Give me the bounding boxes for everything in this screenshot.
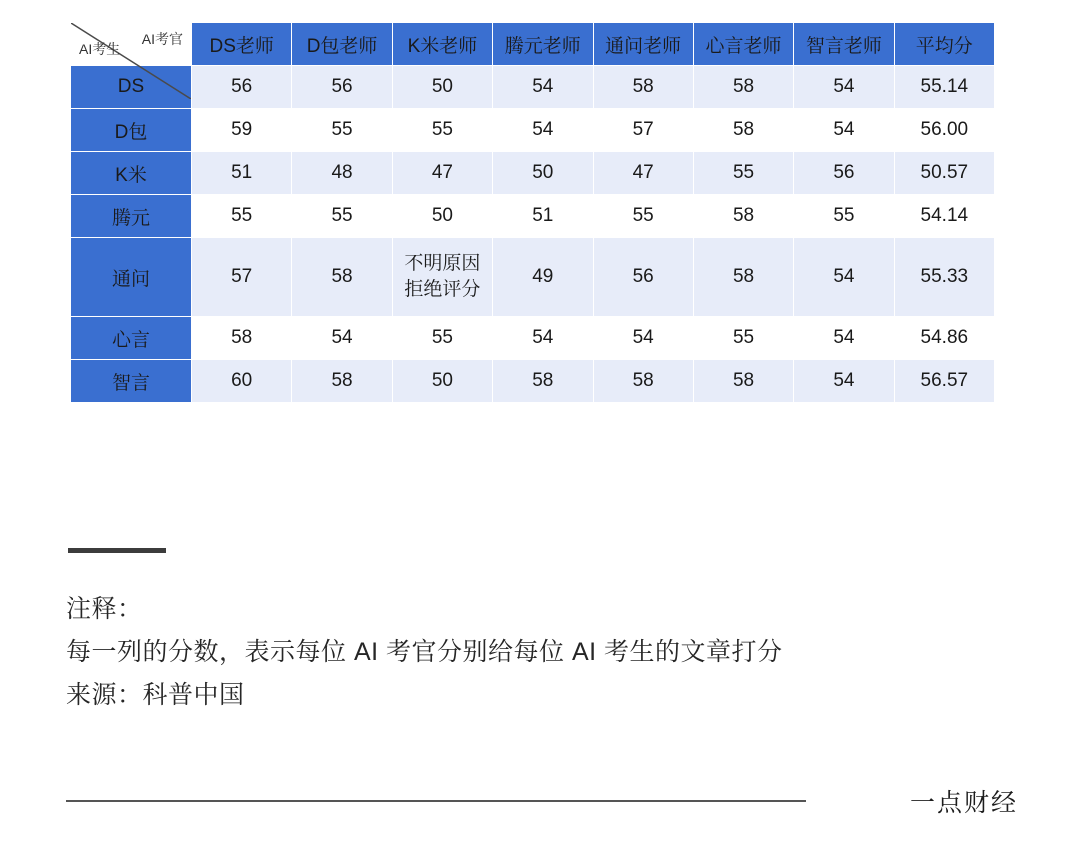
row-header-dbao: D包 (71, 109, 192, 152)
column-header-ds: DS老师 (192, 23, 292, 66)
cell-dbao-xinyan: 58 (693, 109, 793, 152)
cell-ds-tengyuan: 54 (493, 66, 593, 109)
table-row (71, 238, 995, 317)
cell-ds-dbao: 56 (292, 66, 392, 109)
cell-ds-zhiyan: 54 (794, 66, 894, 109)
notes-line-1: 每一列的分数，表示每位 AI 考官分别给每位 AI 考生的文章打分 (66, 638, 783, 666)
row-header-ds: DS (71, 66, 192, 109)
column-header-kmi: K米老师 (392, 23, 492, 66)
cell-dbao-tongwen: 57 (593, 109, 693, 152)
cell-zhiyan-tongwen: 58 (593, 360, 693, 403)
cell-tengyuan-tengyuan: 51 (493, 195, 593, 238)
cell-ds-ds: 56 (192, 66, 292, 109)
cell-dbao-tengyuan: 54 (493, 109, 593, 152)
corner-row-label: AI考生 (79, 41, 121, 57)
cell-kmi-average: 50.57 (894, 152, 994, 195)
notes-block (66, 588, 1016, 717)
corner-column-label: AI考官 (141, 31, 183, 47)
cell-kmi-tongwen: 47 (593, 152, 693, 195)
row-header-tengyuan: 腾元 (71, 195, 192, 238)
cell-kmi-dbao: 48 (292, 152, 392, 195)
table-row (71, 360, 995, 403)
cell-xinyan-tengyuan: 54 (493, 317, 593, 360)
table-row (71, 66, 995, 109)
cell-tengyuan-zhiyan: 55 (794, 195, 894, 238)
cell-tengyuan-tongwen: 55 (593, 195, 693, 238)
score-table (70, 22, 995, 403)
cell-xinyan-zhiyan: 54 (794, 317, 894, 360)
cell-tongwen-average: 55.33 (894, 238, 994, 317)
cell-ds-average: 55.14 (894, 66, 994, 109)
cell-zhiyan-xinyan: 58 (693, 360, 793, 403)
cell-zhiyan-average: 56.57 (894, 360, 994, 403)
cell-dbao-dbao: 55 (292, 109, 392, 152)
row-header-kmi: K米 (71, 152, 192, 195)
cell-dbao-average: 56.00 (894, 109, 994, 152)
cell-kmi-kmi: 47 (392, 152, 492, 195)
cell-dbao-kmi: 55 (392, 109, 492, 152)
cell-kmi-zhiyan: 56 (794, 152, 894, 195)
cell-ds-kmi: 50 (392, 66, 492, 109)
cell-tengyuan-dbao: 55 (292, 195, 392, 238)
column-header-tengyuan: 腾元老师 (493, 23, 593, 66)
column-header-xinyan: 心言老师 (693, 23, 793, 66)
table-header (71, 23, 995, 66)
cell-xinyan-xinyan: 55 (693, 317, 793, 360)
cell-kmi-ds: 51 (192, 152, 292, 195)
cell-zhiyan-kmi: 50 (392, 360, 492, 403)
cell-ds-tongwen: 58 (593, 66, 693, 109)
column-header-tongwen: 通问老师 (593, 23, 693, 66)
cell-tongwen-kmi: 不明原因 拒绝评分 (392, 238, 492, 317)
cell-zhiyan-zhiyan: 54 (794, 360, 894, 403)
table-body (71, 66, 995, 403)
cell-tengyuan-xinyan: 58 (693, 195, 793, 238)
cell-tongwen-ds: 57 (192, 238, 292, 317)
table-row (71, 152, 995, 195)
cell-zhiyan-ds: 60 (192, 360, 292, 403)
row-header-tongwen: 通问 (71, 238, 192, 317)
cell-tengyuan-ds: 55 (192, 195, 292, 238)
table-header-row (71, 23, 995, 66)
cell-tongwen-dbao: 58 (292, 238, 392, 317)
brand-label: 一点财经 (909, 789, 1018, 817)
cell-dbao-ds: 59 (192, 109, 292, 152)
cell-zhiyan-tengyuan: 58 (493, 360, 593, 403)
cell-tongwen-zhiyan: 54 (794, 238, 894, 317)
section-divider (68, 548, 166, 553)
table-row (71, 317, 995, 360)
row-header-zhiyan: 智言 (71, 360, 192, 403)
cell-tongwen-tongwen: 56 (593, 238, 693, 317)
row-header-xinyan: 心言 (71, 317, 192, 360)
cell-tengyuan-average: 54.14 (894, 195, 994, 238)
cell-dbao-zhiyan: 54 (794, 109, 894, 152)
cell-zhiyan-dbao: 58 (292, 360, 392, 403)
score-table-container (70, 22, 995, 403)
column-header-zhiyan: 智言老师 (794, 23, 894, 66)
column-header-average: 平均分 (894, 23, 994, 66)
cell-kmi-xinyan: 55 (693, 152, 793, 195)
cell-kmi-tengyuan: 50 (493, 152, 593, 195)
cell-xinyan-ds: 58 (192, 317, 292, 360)
cell-xinyan-kmi: 55 (392, 317, 492, 360)
cell-tongwen-xinyan: 58 (693, 238, 793, 317)
column-header-dbao: D包老师 (292, 23, 392, 66)
notes-label: 注释： (66, 595, 143, 623)
cell-tongwen-tengyuan: 49 (493, 238, 593, 317)
table-corner-cell (71, 23, 192, 66)
footer-divider (66, 800, 806, 802)
cell-tengyuan-kmi: 50 (392, 195, 492, 238)
notes-source: 来源：科普中国 (66, 681, 245, 709)
cell-xinyan-tongwen: 54 (593, 317, 693, 360)
table-row (71, 109, 995, 152)
cell-xinyan-dbao: 54 (292, 317, 392, 360)
cell-xinyan-average: 54.86 (894, 317, 994, 360)
cell-ds-xinyan: 58 (693, 66, 793, 109)
table-row (71, 195, 995, 238)
